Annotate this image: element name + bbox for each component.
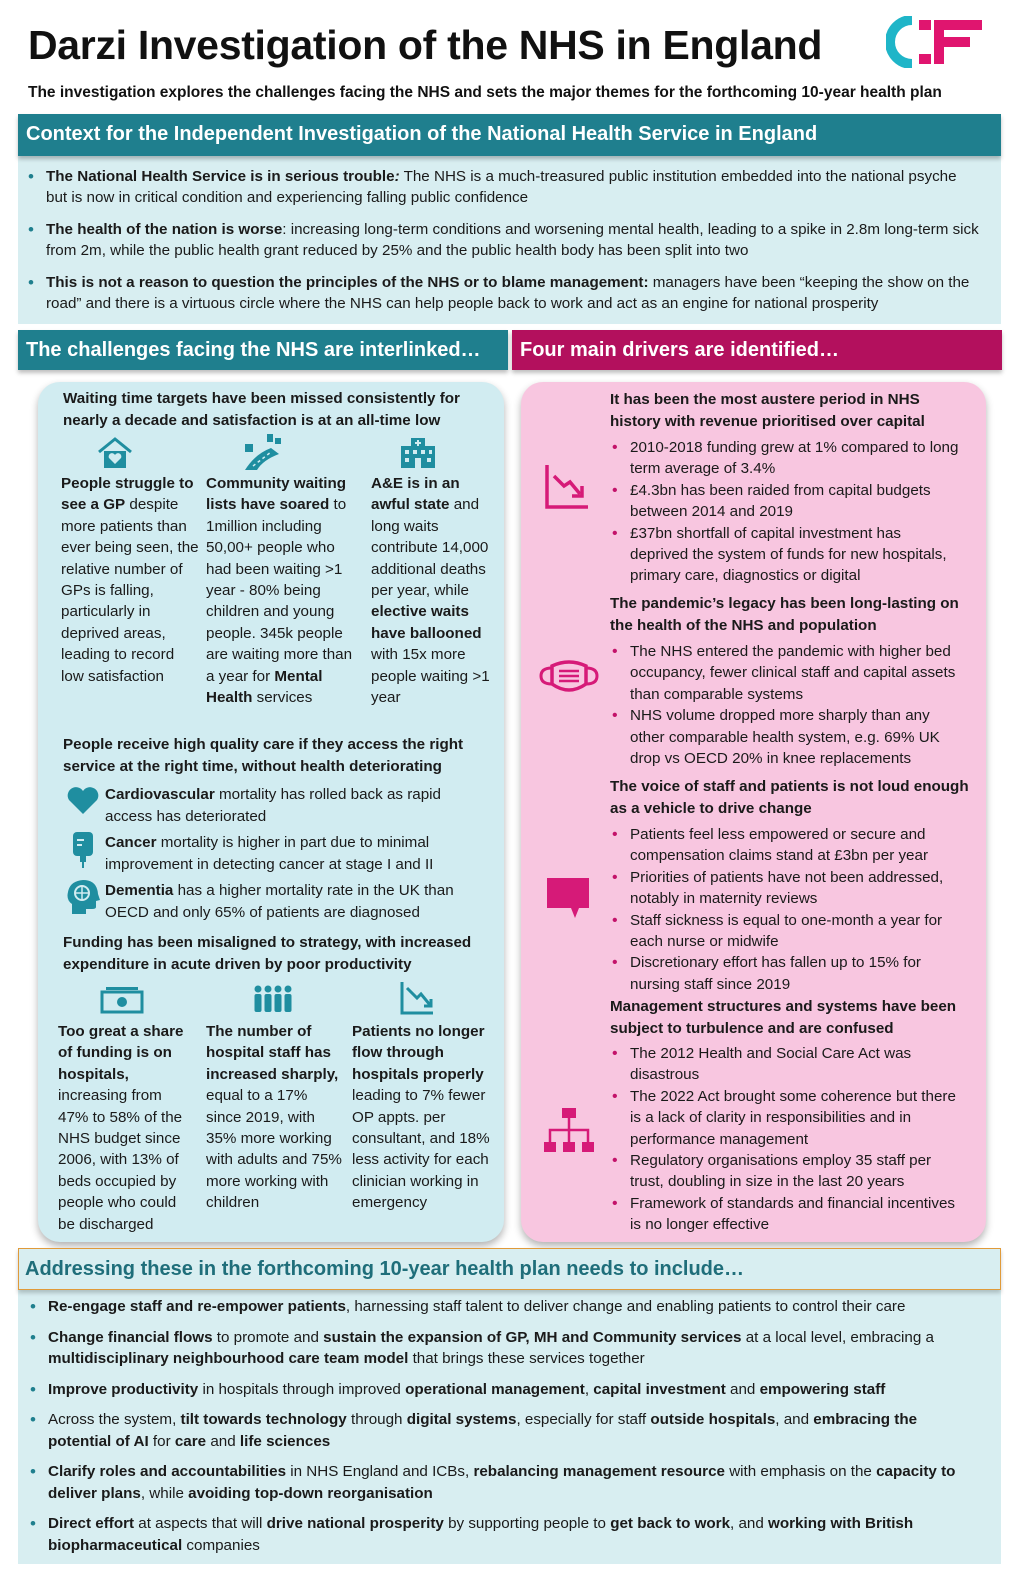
plan-list bbox=[18, 1290, 1001, 1556]
page-title: Darzi Investigation of the NHS in England bbox=[28, 22, 823, 68]
list-item: • The health of the nation is worse: increasing long-term conditions and worsening mental health, leading to a spike in 2.8m long-term sick from 2m, while the public health grant reduced by 25% and the public health body has been split into two bbox=[46, 219, 979, 261]
cf-logo-icon bbox=[886, 16, 988, 68]
community-column: Community waiting lists have soared to 1million including 50,00+ people who had been waiting >1 year - 80% being children and young people. 345k people are waiting more than a year for Mental Health services bbox=[206, 475, 353, 707]
declining-chart-icon bbox=[399, 980, 435, 1016]
list-item: • Regulatory organisations employ 35 staff per trust, doubling in size in the last 20 years bbox=[610, 1150, 960, 1193]
list-item: • £37bn shortfall of capital investment has deprived the system of funds for new hospitals, primary care, diagnostics or digital bbox=[610, 523, 960, 587]
hospital-funding-column: Too great a share of funding is on hospitals, increasing from 47% to 58% of the NHS budget since 2006, with 13% of beds occupied by people who could be discharged bbox=[58, 1023, 184, 1233]
money-icon bbox=[100, 986, 144, 1014]
list-item: • Priorities of patients have not been addressed, notably in maternity reviews bbox=[610, 867, 960, 910]
driver-2-heading: The pandemic’s legacy has been long-lasting on the health of the NHS and population bbox=[610, 595, 959, 634]
hospital-staff-column: The number of hospital staff has increased sharply, equal to a 17% since 2019, with 35% more working with adults and 75% more working with children bbox=[206, 1023, 342, 1212]
list-item: • This is not a reason to question the principles of the NHS or to blame management: managers have been “keeping the show on the road” and there is a virtuous circle where the NHS can help people back to work and act as an engine for national prosperity bbox=[46, 272, 979, 314]
face-mask-icon bbox=[538, 656, 600, 698]
funding-heading: Funding has been misaligned to strategy, with increased expenditure in acute driven by poor productivity bbox=[63, 934, 472, 973]
iv-bag-icon bbox=[70, 830, 96, 870]
dementia-row: Dementia has a higher mortality rate in the UK than OECD and only 65% of patients are diagnosed bbox=[105, 882, 454, 921]
context-header: Context for the Independent Investigation of the National Health Service in England bbox=[18, 114, 1001, 156]
staff-group-icon bbox=[252, 984, 294, 1014]
speech-bubble-icon bbox=[545, 876, 591, 920]
list-item: • £4.3bn has been raided from capital budgets between 2014 and 2019 bbox=[610, 480, 960, 523]
driver-1-list bbox=[610, 437, 960, 587]
ae-column: A&E is in an awful state and long waits contribute 14,000 additional deaths per year, while elective waits have ballooned with 15x more people waiting >1 year bbox=[371, 475, 490, 707]
list-item: • Discretionary effort has fallen up to 15% for nursing staff since 2019 bbox=[610, 952, 960, 995]
gp-column: People struggle to see a GP despite more patients than ever being seen, the relative number of GPs is falling, particularly in deprived areas, leading to record low satisfaction bbox=[61, 475, 199, 685]
context-panel bbox=[18, 156, 1001, 324]
quality-heading: People receive high quality care if they access the right service at the right time, without health deteriorating bbox=[63, 736, 464, 775]
waiting-heading: Waiting time targets have been missed consistently for nearly a decade and satisfaction is at an all-time low bbox=[63, 390, 460, 429]
driver-1-heading: It has been the most austere period in NHS history with revenue prioritised over capital bbox=[610, 391, 925, 430]
list-item: • Improve productivity in hospitals through improved operational management, capital investment and empowering staff bbox=[48, 1379, 979, 1401]
driver-4-heading: Management structures and systems have been subject to turbulence and are confused bbox=[610, 998, 957, 1037]
plan-header: Addressing these in the forthcoming 10-year health plan needs to include… bbox=[18, 1248, 1001, 1290]
hospital-icon bbox=[399, 436, 437, 468]
list-item: • The NHS entered the pandemic with higher bed occupancy, fewer clinical staff and capital assets than comparable systems bbox=[610, 641, 960, 705]
patient-flow-column: Patients no longer flow through hospitals properly leading to 7% fewer OP appts. per consultant, and 18% less activity for each clinician working in emergency bbox=[352, 1023, 490, 1212]
cardiovascular-row: Cardiovascular mortality has rolled back as rapid access has deteriorated bbox=[105, 786, 441, 825]
list-item: • Staff sickness is equal to one-month a year for each nurse or midwife bbox=[610, 910, 960, 953]
list-item: • Framework of standards and financial incentives is no longer effective bbox=[610, 1193, 960, 1236]
list-item: • Re-engage staff and re-empower patients, harnessing staff talent to deliver change and enabling patients to control their care bbox=[48, 1296, 979, 1318]
org-chart-icon bbox=[542, 1106, 596, 1154]
context-list bbox=[18, 156, 1001, 314]
list-item: • The 2022 Act brought some coherence but there is a lack of clarity in responsibilities and in performance management bbox=[610, 1086, 960, 1150]
road-icon bbox=[241, 432, 285, 472]
list-item: • Patients feel less empowered or secure and compensation claims stand at £3bn per year bbox=[610, 824, 960, 867]
house-heart-icon bbox=[96, 436, 134, 470]
heart-icon bbox=[66, 786, 100, 816]
driver-3-heading: The voice of staff and patients is not loud enough as a vehicle to drive change bbox=[610, 778, 969, 817]
list-item: • NHS volume dropped more sharply than any other comparable health system, e.g. 69% UK drop vs OECD 20% in knee replacements bbox=[610, 705, 960, 769]
cancer-row: Cancer mortality is higher in part due to minimal improvement in detecting cancer at stage I and II bbox=[105, 834, 434, 873]
list-item: • The National Health Service is in serious trouble: The NHS is a much-treasured public institution embedded into the national psyche but is now in critical condition and experiencing falling public confidence bbox=[46, 166, 979, 208]
list-item: • Clarify roles and accountabilities in NHS England and ICBs, rebalancing management resource with emphasis on the capacity to deliver plans, while avoiding top-down reorganisation bbox=[48, 1461, 979, 1504]
list-item: • 2010-2018 funding grew at 1% compared to long term average of 3.4% bbox=[610, 437, 960, 480]
challenges-header: The challenges facing the NHS are interlinked… bbox=[18, 330, 508, 370]
list-item: • The 2012 Health and Social Care Act was disastrous bbox=[610, 1043, 960, 1086]
list-item: • Change financial flows to promote and sustain the expansion of GP, MH and Community services at a local level, embracing a multidisciplinary neighbourhood care team model that brings these services together bbox=[48, 1327, 979, 1370]
driver-3-list bbox=[610, 824, 960, 995]
driver-4-list bbox=[610, 1043, 960, 1236]
trend-down-icon bbox=[544, 462, 590, 510]
plan-panel bbox=[18, 1290, 1001, 1564]
page-subtitle: The investigation explores the challenges facing the NHS and sets the major themes for the forthcoming 10-year health plan bbox=[28, 84, 942, 101]
list-item: • Direct effort at aspects that will drive national prosperity by supporting people to get back to work, and working with British biopharmaceutical companies bbox=[48, 1513, 979, 1556]
brain-head-icon bbox=[66, 878, 100, 916]
driver-2-list bbox=[610, 641, 960, 769]
list-item: • Across the system, tilt towards technology through digital systems, especially for staff outside hospitals, and embracing the potential of AI for care and life sciences bbox=[48, 1409, 979, 1452]
drivers-header: Four main drivers are identified… bbox=[512, 330, 1002, 370]
